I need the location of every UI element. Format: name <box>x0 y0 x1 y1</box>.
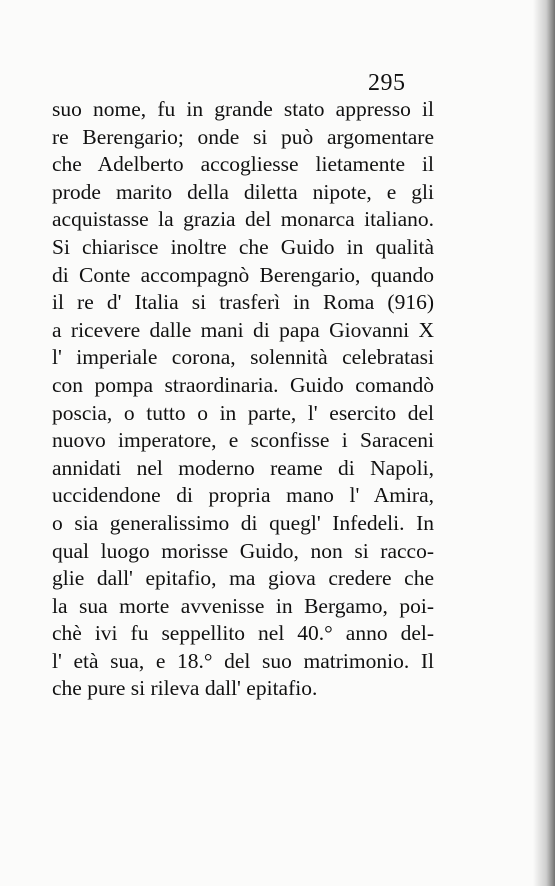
text-line: che pure si rileva dall' epitafio. <box>52 676 318 701</box>
page-number: 295 <box>368 70 406 96</box>
text-line: che Adelberto accogliesse lietamente il <box>52 152 434 177</box>
text-line: la sua morte avvenisse in Bergamo, poi- <box>52 593 434 618</box>
text-line: o sia generalissimo di quegl' Infedeli. In <box>52 510 434 535</box>
text-line: re Berengario; onde si può argomentare <box>52 124 434 149</box>
text-line: con pompa straordinaria. Guido comandò <box>52 372 434 397</box>
text-line: Si chiarisce inoltre che Guido in qualità <box>52 234 434 259</box>
text-line: poscia, o tutto o in parte, l' esercito del <box>52 400 434 425</box>
text-line: prode marito della diletta nipote, e gli <box>52 179 434 204</box>
page-edge-shadow <box>533 0 555 886</box>
text-line: uccidendone di propria mano l' Amira, <box>52 483 434 508</box>
text-line: l' imperiale corona, solennità celebratasi <box>52 345 434 370</box>
text-line: annidati nel moderno reame di Napoli, <box>52 455 434 480</box>
body-text <box>52 96 434 703</box>
text-line: qual luogo morisse Guido, non si racco- <box>52 538 434 563</box>
text-line: di Conte accompagnò Berengario, quando <box>52 262 434 287</box>
text-line: a ricevere dalle mani di papa Giovanni X <box>52 317 434 342</box>
text-line: l' età sua, e 18.° del suo matrimonio. Il <box>52 648 434 673</box>
text-line: acquistasse la grazia del monarca italiano. <box>52 207 434 232</box>
text-line: chè ivi fu seppellito nel 40.° anno del- <box>52 621 434 646</box>
text-line: nuovo imperatore, e sconfisse i Saraceni <box>52 428 434 453</box>
text-line: suo nome, fu in grande stato appresso il <box>52 97 434 121</box>
text-line: glie dall' epitafio, ma giova credere che <box>52 566 434 591</box>
text-line: il re d' Italia si trasferì in Roma (916) <box>52 290 434 315</box>
